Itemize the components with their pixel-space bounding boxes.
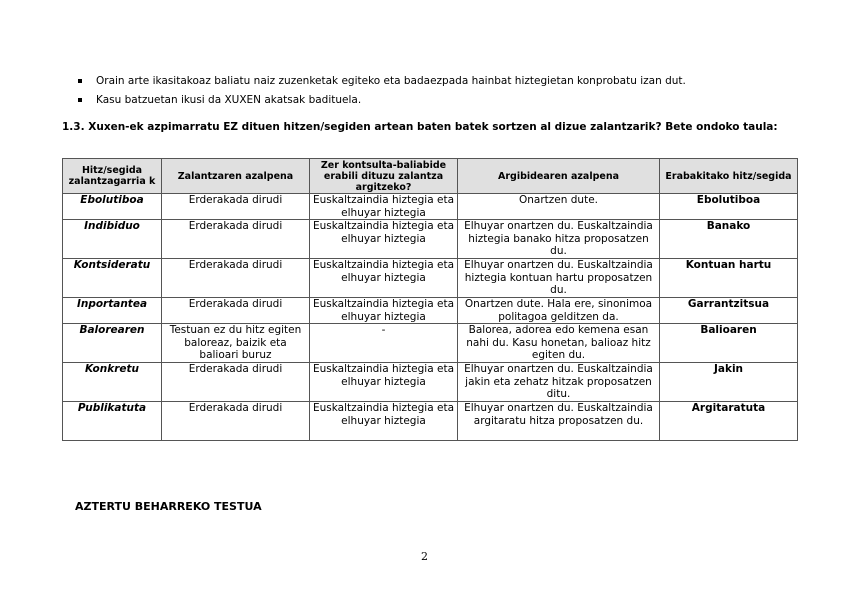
table-row — [63, 298, 798, 324]
cell-word: Indibiduo — [63, 220, 162, 259]
bullet-text: Kasu batzuetan ikusi da XUXEN akatsak badituela. — [96, 94, 362, 106]
page-number: 2 — [421, 550, 428, 563]
section-heading: AZTERTU BEHARREKO TESTUA — [75, 500, 262, 513]
cell-doubt: Erderakada dirudi — [162, 402, 310, 441]
table-row — [63, 324, 798, 363]
bullet-icon — [78, 79, 82, 83]
cell-doubt: Testuan ez du hitz egiten baloreaz, baizik eta balioari buruz — [162, 324, 310, 363]
list-item — [78, 74, 686, 93]
cell-decision: Garrantzitsua — [660, 298, 798, 324]
header-word: Hitz/segida zalantzagarria k — [63, 159, 162, 194]
header-decision: Erabakitako hitz/segida — [660, 159, 798, 194]
doubt-table — [62, 158, 798, 441]
cell-resource: Euskaltzaindia hiztegia eta elhuyar hiztegia — [310, 194, 458, 220]
cell-explanation: Elhuyar onartzen du. Euskaltzaindia hiztegia kontuan hartu proposatzen du. — [458, 259, 660, 298]
cell-doubt: Erderakada dirudi — [162, 194, 310, 220]
cell-resource: - — [310, 324, 458, 363]
cell-doubt: Erderakada dirudi — [162, 298, 310, 324]
cell-resource: Euskaltzaindia hiztegia eta elhuyar hiztegia — [310, 259, 458, 298]
cell-resource: Euskaltzaindia hiztegia eta elhuyar hiztegia — [310, 402, 458, 441]
cell-doubt: Erderakada dirudi — [162, 363, 310, 402]
cell-explanation: Elhuyar onartzen du. Euskaltzaindia argitaratu hitza proposatzen du. — [458, 402, 660, 441]
bullet-list — [78, 74, 686, 112]
table-row — [63, 259, 798, 298]
cell-doubt: Erderakada dirudi — [162, 220, 310, 259]
table-row — [63, 402, 798, 441]
bullet-icon — [78, 98, 82, 102]
cell-resource: Euskaltzaindia hiztegia eta elhuyar hiztegia — [310, 363, 458, 402]
cell-decision: Kontuan hartu — [660, 259, 798, 298]
header-doubt: Zalantzaren azalpena — [162, 159, 310, 194]
cell-explanation: Elhuyar onartzen du. Euskaltzaindia hiztegia banako hitza proposatzen du. — [458, 220, 660, 259]
cell-word: Publikatuta — [63, 402, 162, 441]
bullet-text: Orain arte ikasitakoaz baliatu naiz zuzenketak egiteko eta badaezpada hainbat hiztegietan konprobatu izan dut. — [96, 75, 686, 87]
header-resource: Zer kontsulta-baliabide erabili dituzu zalantza argitzeko? — [310, 159, 458, 194]
cell-resource: Euskaltzaindia hiztegia eta elhuyar hiztegia — [310, 298, 458, 324]
cell-doubt: Erderakada dirudi — [162, 259, 310, 298]
cell-decision: Argitaratuta — [660, 402, 798, 441]
cell-resource: Euskaltzaindia hiztegia eta elhuyar hiztegia — [310, 220, 458, 259]
cell-explanation: Elhuyar onartzen du. Euskaltzaindia jakin eta zehatz hitzak proposatzen ditu. — [458, 363, 660, 402]
cell-word: Kontsideratu — [63, 259, 162, 298]
cell-word: Inportantea — [63, 298, 162, 324]
cell-word: Ebolutiboa — [63, 194, 162, 220]
list-item — [78, 93, 686, 112]
table-row — [63, 220, 798, 259]
cell-decision: Balioaren — [660, 324, 798, 363]
cell-explanation: Onartzen dute. Hala ere, sinonimoa politagoa gelditzen da. — [458, 298, 660, 324]
table-header-row — [63, 159, 798, 194]
cell-explanation: Onartzen dute. — [458, 194, 660, 220]
cell-decision: Jakin — [660, 363, 798, 402]
cell-word: Balorearen — [63, 324, 162, 363]
table-row — [63, 194, 798, 220]
header-explanation: Argibidearen azalpena — [458, 159, 660, 194]
cell-decision: Ebolutiboa — [660, 194, 798, 220]
cell-decision: Banako — [660, 220, 798, 259]
table-row — [63, 363, 798, 402]
cell-explanation: Balorea, adorea edo kemena esan nahi du. Kasu honetan, balioaz hitz egiten du. — [458, 324, 660, 363]
cell-word: Konkretu — [63, 363, 162, 402]
question-heading: 1.3. Xuxen-ek azpimarratu EZ dituen hitzen/segiden artean baten batek sortzen al dizue zalantzarik? Bete ondoko taula: — [62, 121, 778, 133]
